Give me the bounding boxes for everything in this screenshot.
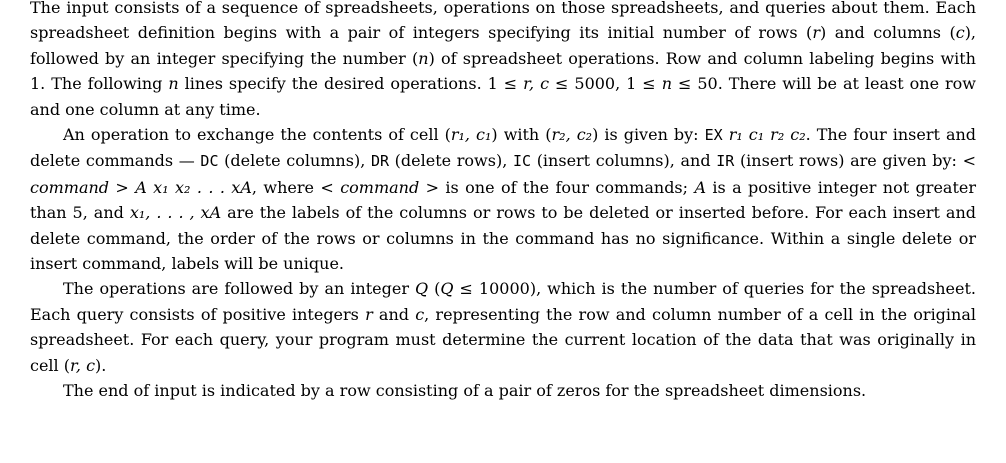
text-run: (delete rows),: [389, 151, 513, 171]
text-run: (insert columns), and: [531, 151, 717, 171]
math-symbol: n: [661, 74, 672, 94]
math-symbol: r₁, c₁: [450, 125, 492, 145]
text-run: , representing the row and column number of a cell in the original spreadsheet. For each query, your program must determine the current location of the data that was originally in cell (: [30, 304, 976, 375]
math-symbol: r: [365, 304, 373, 324]
text-run: ≤ 5000, 1 ≤: [549, 74, 662, 94]
text-run: > is one of the four commands;: [419, 177, 695, 197]
text-run: ) and columns (: [819, 23, 956, 43]
math-symbol: command: [30, 177, 110, 197]
command-keyword: IR: [716, 152, 735, 171]
math-symbol: A x₁ x₂ . . . x: [135, 177, 241, 197]
math-symbol: Q: [415, 279, 429, 299]
text-run: (delete columns),: [218, 151, 371, 171]
math-symbol: r, c: [523, 74, 550, 94]
text-run: ) of spreadsheet operations. Row and column labeling begins with 1. The following: [30, 48, 976, 94]
text-run: and: [372, 304, 416, 324]
text-run: The operations are followed by an integer: [63, 279, 416, 299]
command-keyword: DR: [370, 152, 390, 171]
text-run: The end of input is indicated by a row consisting of a pair of zeros for the spreadsheet dimensions.: [63, 381, 867, 401]
text-run: (: [428, 279, 441, 299]
math-symbol: r₁ c₁ r₂ c₂: [728, 125, 806, 145]
math-symbol: n: [168, 74, 179, 94]
text-run: . The four insert and delete commands —: [30, 125, 977, 171]
math-symbol: x₁, . . . , x: [129, 203, 210, 223]
cropped-next-line-fragment: [30, 455, 40, 463]
paragraph-queries: [30, 276, 976, 378]
text-run: (insert rows) are given by: <: [734, 151, 977, 171]
math-symbol: A: [694, 177, 706, 197]
text-run: , where <: [251, 177, 341, 197]
text-run: An operation to exchange the contents of cell (: [63, 125, 451, 145]
paragraph-end-of-input: [30, 378, 976, 403]
paragraph-input-format: [30, 0, 976, 122]
text-run: ) with (: [491, 125, 552, 145]
math-symbol: Q: [440, 279, 454, 299]
math-symbol: r₂, c₂: [551, 125, 593, 145]
text-run: >: [109, 177, 136, 197]
command-keyword: DC: [200, 152, 219, 171]
text-run: are the labels of the columns or rows to be deleted or inserted before. For each insert and delete command, the order of the rows or columns in the command has no significance. Within a single delete or insert command, labels will be unique.: [30, 203, 976, 274]
text-run: is a positive integer not greater than 5, and: [30, 177, 977, 223]
math-symbol: A: [209, 203, 222, 223]
text-run: ) is given by:: [592, 125, 705, 145]
math-symbol: r: [812, 23, 820, 43]
command-keyword: IC: [512, 152, 532, 171]
command-keyword: EX: [704, 126, 723, 145]
text-run: ).: [95, 355, 107, 375]
math-symbol: r, c: [70, 355, 96, 375]
math-symbol: c: [955, 23, 965, 43]
math-symbol: n: [418, 48, 429, 68]
paragraph-operations: [30, 122, 976, 276]
math-symbol: A: [240, 177, 252, 197]
text-run: ), followed by an integer specifying the number (: [30, 23, 977, 68]
text-run: ≤ 10000), which is the number of queries for the spreadsheet. Each query consists of positive integers: [30, 279, 977, 324]
math-symbol: c: [415, 304, 425, 324]
text-run: The input consists of a sequence of spreadsheets, operations on those spreadsheets, and queries about them. Each spreadsheet definition begins with a pair of integers specifying its initial number of rows (: [30, 0, 976, 43]
text-run: lines specify the desired operations. 1 ≤: [178, 74, 524, 94]
math-symbol: command: [340, 177, 420, 197]
document-body: [30, 0, 976, 404]
text-run: ≤ 50. There will be at least one row and one column at any time.: [30, 74, 976, 119]
